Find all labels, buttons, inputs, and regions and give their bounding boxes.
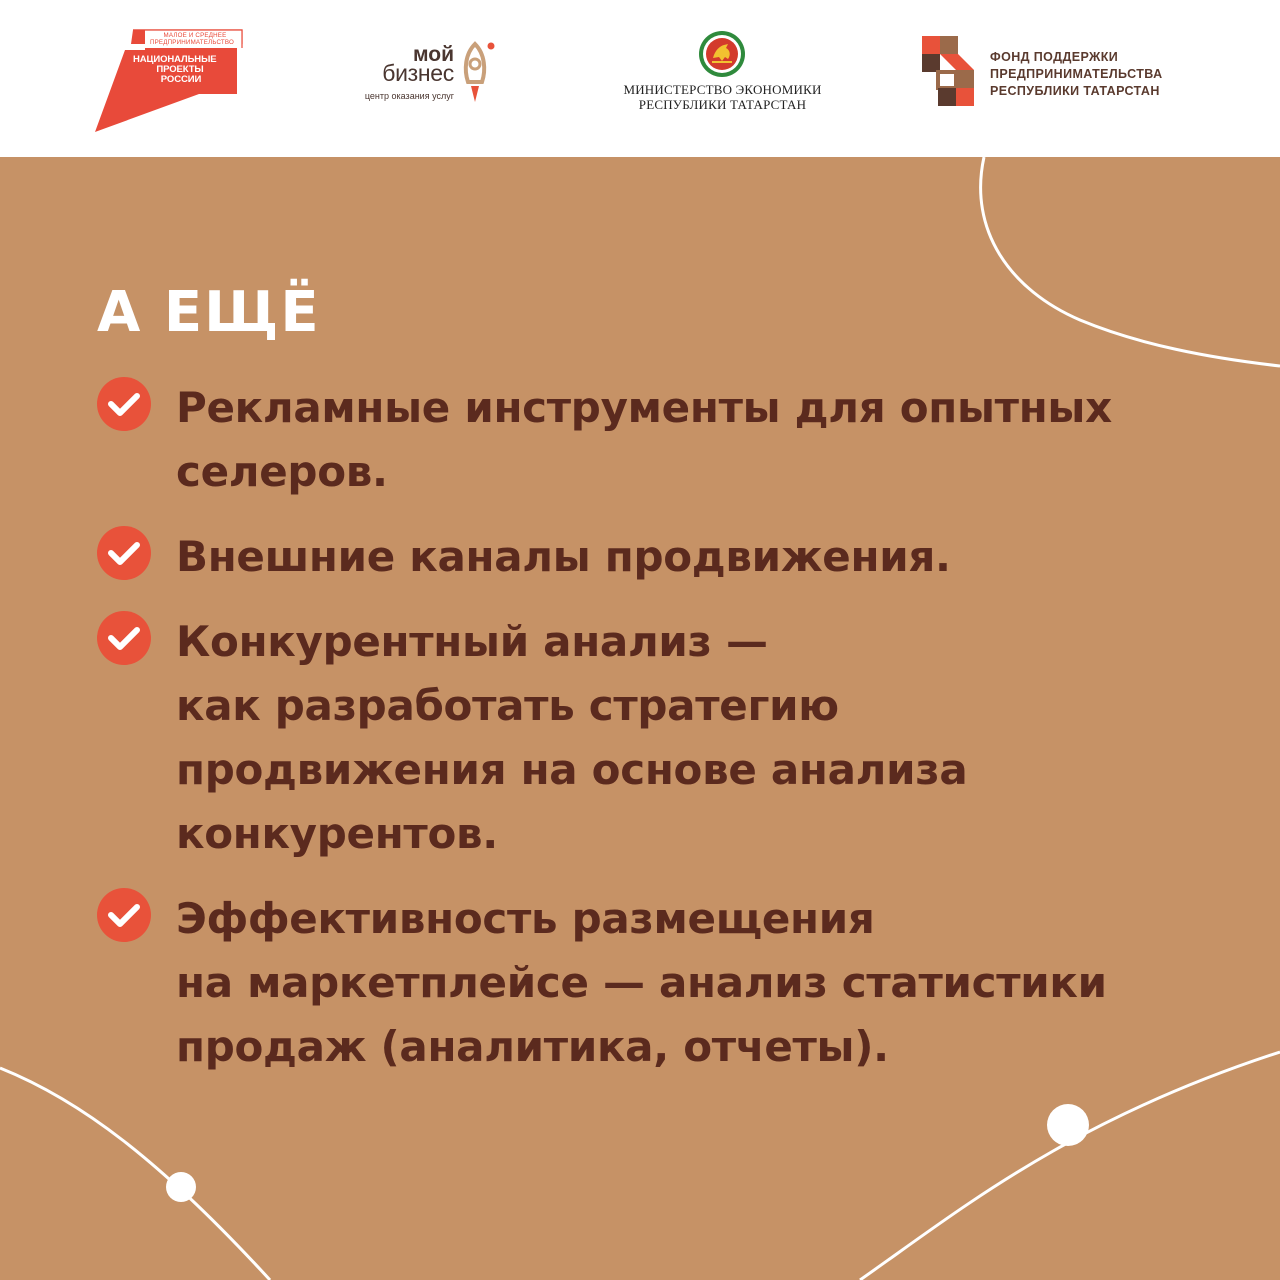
- national-projects-top-line-2: ПРЕДПРИНИМАТЕЛЬСТВО: [149, 39, 235, 46]
- check-icon: [96, 525, 152, 581]
- decorative-dot-left: [166, 1172, 196, 1202]
- list-item-text: Рекламные инструменты для опытных: [176, 383, 1112, 432]
- list-item: [96, 610, 1196, 866]
- national-projects-line-3: РОССИИ: [160, 74, 202, 85]
- list-item-text: конкурентов.: [176, 809, 498, 858]
- list-item-text: продвижения на основе анализа: [176, 745, 968, 794]
- moi-biznes-subtitle: центр оказания услуг: [364, 91, 454, 101]
- national-projects-line-1: НАЦИОНАЛЬНЫЕ: [133, 54, 217, 65]
- moi-biznes-word-1: мой: [413, 43, 454, 66]
- decorative-dot-right: [1047, 1104, 1089, 1146]
- national-projects-top-line-1: МАЛОЕ И СРЕДНЕЕ: [163, 32, 227, 39]
- check-icon: [96, 610, 152, 666]
- page-title: А ЕЩЁ: [97, 280, 321, 345]
- fund-name-line-1: ФОНД ПОДДЕРЖКИ: [990, 50, 1119, 64]
- list-item-text: продаж (аналитика, отчеты).: [176, 1022, 889, 1071]
- fund-name-line-2: ПРЕДПРИНИМАТЕЛЬСТВА: [990, 67, 1163, 81]
- list-item-text: Конкурентный анализ —: [176, 617, 768, 666]
- list-item-text: на маркетплейсе — анализ статистики: [176, 958, 1107, 1007]
- list-item-text: Эффективность размещения: [176, 894, 875, 943]
- list-item-text: Внешние каналы продвижения.: [176, 532, 951, 581]
- national-projects-line-2: ПРОЕКТЫ: [156, 64, 204, 75]
- list-item: [96, 525, 1196, 589]
- ministry-name-line-1: МИНИСТЕРСТВО ЭКОНОМИКИ: [623, 82, 822, 97]
- list-item-text: селеров.: [176, 447, 388, 496]
- ministry-name-line-2: РЕСПУБЛИКИ ТАТАРСТАН: [638, 97, 807, 112]
- check-icon: [96, 376, 152, 432]
- fund-name-line-3: РЕСПУБЛИКИ ТАТАРСТАН: [990, 84, 1160, 98]
- list-item: [96, 887, 1196, 1079]
- moi-biznes-word-2: бизнес: [382, 60, 454, 86]
- list-item: [96, 376, 1196, 504]
- list-item-text: как разработать стратегию: [176, 681, 839, 730]
- check-icon: [96, 887, 152, 943]
- feature-list: [96, 376, 1196, 1100]
